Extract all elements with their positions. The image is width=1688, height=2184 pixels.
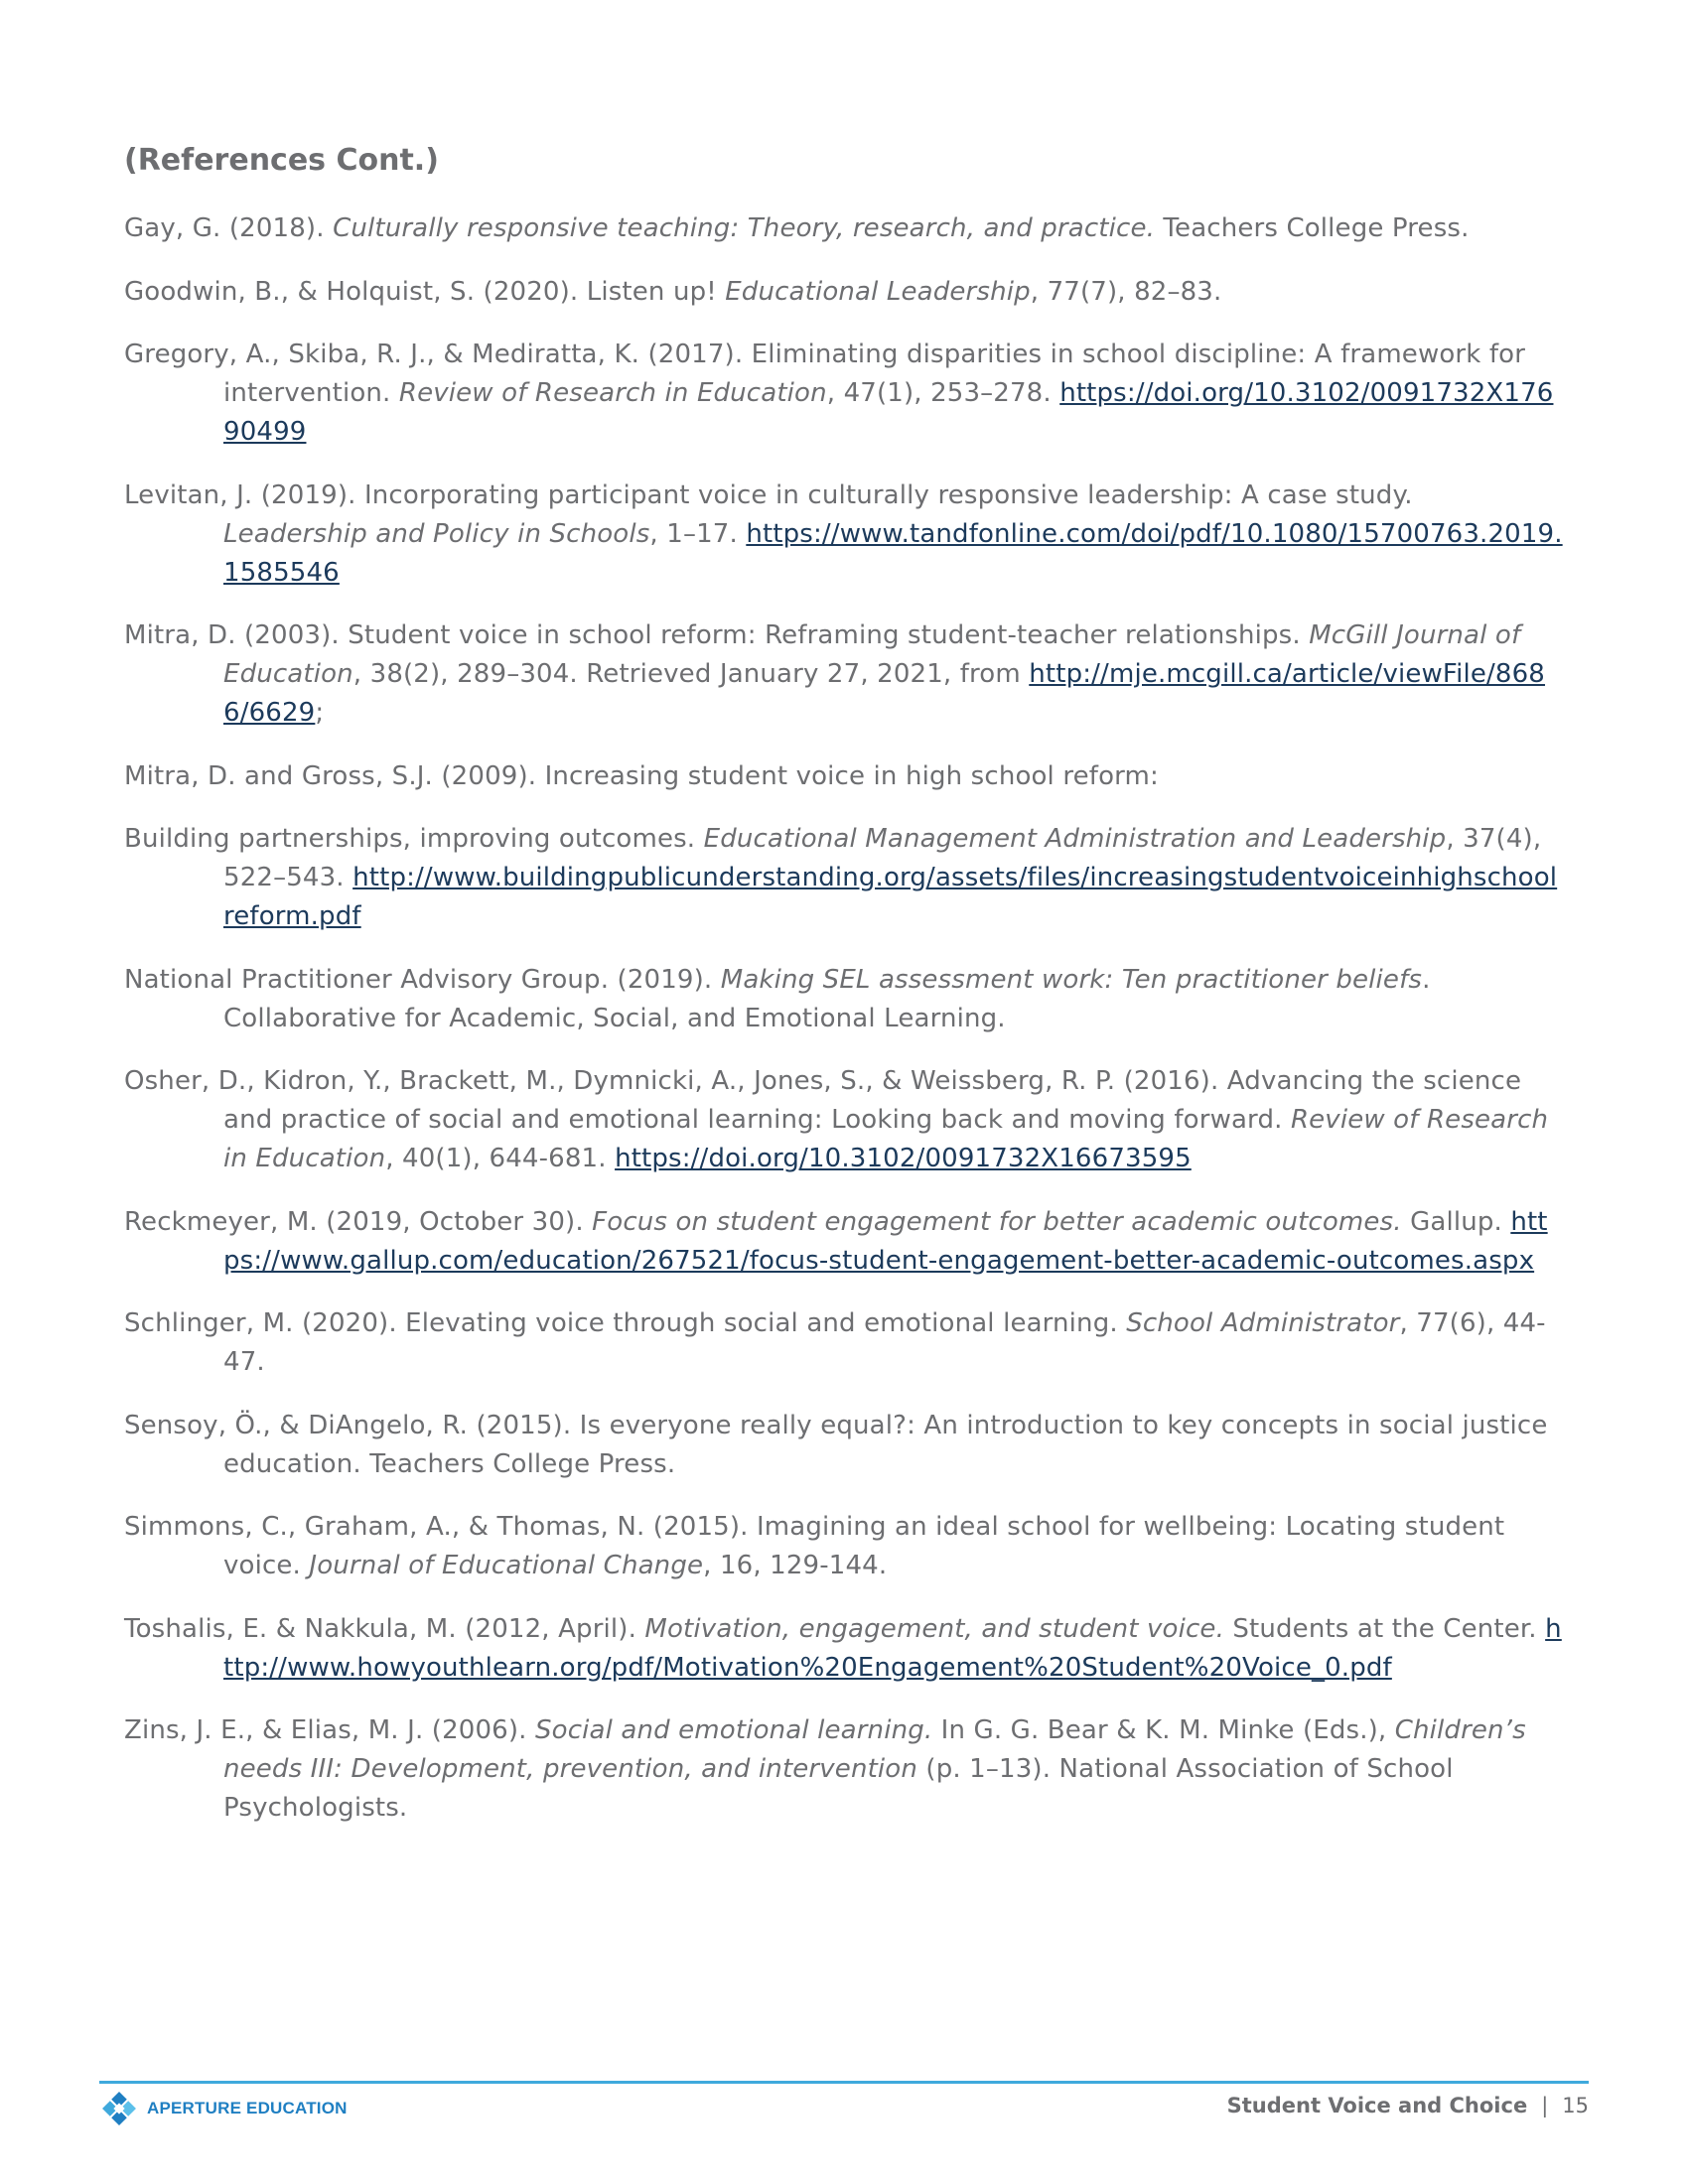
- reference-text: Zins, J. E., & Elias, M. J. (2006).: [124, 1715, 535, 1745]
- reference-entry: [124, 1610, 1564, 1688]
- references-heading: (References Cont.): [124, 143, 439, 178]
- reference-text: Schlinger, M. (2020). Elevating voice through social and emotional learning.: [124, 1308, 1127, 1338]
- reference-text: Reckmeyer, M. (2019, October 30).: [124, 1206, 593, 1237]
- reference-title-italic: Motivation, engagement, and student voice.: [644, 1613, 1224, 1644]
- reference-text: , 40(1), 644-681.: [385, 1144, 616, 1173]
- reference-text: Gay, G. (2018).: [124, 213, 334, 243]
- logo-text: APERTURE EDUCATION: [147, 2099, 348, 2117]
- reference-entry: [124, 757, 1564, 796]
- reference-text: Simmons, C., Graham, A., & Thomas, N. (2015). Imagining an ideal school for wellbeing: Locating student voice.: [124, 1512, 1505, 1580]
- reference-entry: [124, 616, 1564, 733]
- reference-title-italic: Making SEL assessment work: Ten practitioner beliefs: [720, 964, 1423, 995]
- footer-rule: [99, 2081, 1589, 2084]
- reference-title-italic: Review of Research in Education: [398, 378, 827, 408]
- reference-text: , 37(4), 522–543.: [223, 824, 1542, 892]
- reference-text: Students at the Center.: [1223, 1613, 1546, 1644]
- reference-text: (p. 1–13). National Association of School Psychologists.: [223, 1754, 1454, 1823]
- reference-title-italic: Children’s needs III: Development, prevention, and intervention: [223, 1715, 1526, 1784]
- reference-text: Building partnerships, improving outcomes.: [124, 824, 704, 854]
- reference-link[interactable]: https://www.gallup.com/education/267521/focus-student-engagement-better-academic-outcomes.aspx: [223, 1206, 1548, 1276]
- reference-text: , 77(6), 44-47.: [223, 1308, 1546, 1377]
- footer-document-title: Student Voice and Choice: [1226, 2094, 1528, 2117]
- reference-link[interactable]: http://www.howyouthlearn.org/pdf/Motivation%20Engagement%20Student%20Voice_0.pdf: [223, 1613, 1562, 1683]
- footer-page-info: [1227, 2094, 1589, 2117]
- reference-text: . Collaborative for Academic, Social, and Emotional Learning.: [223, 964, 1431, 1033]
- reference-entry: [124, 961, 1564, 1038]
- reference-link[interactable]: https://doi.org/10.3102/0091732X17690499: [223, 378, 1554, 447]
- reference-link[interactable]: http://www.buildingpublicunderstanding.org/assets/files/increasingstudentvoiceinhighschoolreform.pdf: [223, 863, 1558, 931]
- reference-entry: [124, 336, 1564, 452]
- reference-entry: [124, 1203, 1564, 1281]
- reference-title-italic: Journal of Educational Change: [309, 1551, 704, 1580]
- reference-entry: [124, 1407, 1564, 1484]
- reference-title-italic: Social and emotional learning.: [534, 1715, 933, 1745]
- reference-title-italic: Educational Management Administration and Leadership: [703, 824, 1447, 854]
- reference-text: Gallup.: [1401, 1206, 1511, 1237]
- reference-text: Mitra, D. (2003). Student voice in school reform: Reframing student-teacher relationships.: [124, 620, 1310, 650]
- reference-list: [124, 209, 1564, 1852]
- reference-title-italic: Focus on student engagement for better academic outcomes.: [592, 1206, 1402, 1237]
- reference-entry: [124, 273, 1564, 312]
- reference-entry: [124, 1508, 1564, 1585]
- reference-text: Mitra, D. and Gross, S.J. (2009). Increasing student voice in high school reform:: [124, 760, 1159, 791]
- reference-entry: [124, 209, 1564, 248]
- reference-text: Toshalis, E. & Nakkula, M. (2012, April).: [124, 1613, 645, 1644]
- reference-text: , 47(1), 253–278.: [826, 378, 1060, 408]
- page-number: 15: [1562, 2094, 1589, 2117]
- reference-text: , 77(7), 82–83.: [1030, 276, 1222, 307]
- reference-text: , 16, 129-144.: [703, 1551, 888, 1580]
- reference-text: National Practitioner Advisory Group. (2019).: [124, 964, 721, 995]
- footer-logo: [99, 2089, 348, 2128]
- reference-text: , 1–17.: [649, 518, 747, 549]
- reference-entry: [124, 820, 1564, 936]
- footer-separator: |: [1541, 2094, 1549, 2117]
- reference-entry: [124, 1711, 1564, 1828]
- reference-entry: [124, 477, 1564, 593]
- reference-title-italic: School Administrator: [1126, 1308, 1400, 1338]
- reference-entry: [124, 1304, 1564, 1382]
- reference-title-italic: McGill Journal of Education: [223, 620, 1521, 689]
- reference-link[interactable]: http://mje.mcgill.ca/article/viewFile/8686/6629: [223, 659, 1546, 728]
- reference-text: Sensoy, Ö., & DiAngelo, R. (2015). Is everyone really equal?: An introduction to key concepts in social justice education. Teachers College Press.: [124, 1410, 1548, 1479]
- reference-text: Osher, D., Kidron, Y., Brackett, M., Dymnicki, A., Jones, S., & Weissberg, R. P. (2016). Advancing the science and practice of social and emotional learning: Looking back and moving forward.: [124, 1066, 1522, 1135]
- reference-text: Goodwin, B., & Holquist, S. (2020). Listen up!: [124, 276, 726, 307]
- reference-text: In G. G. Bear & K. M. Minke (Eds.),: [932, 1715, 1395, 1745]
- reference-text: Gregory, A., Skiba, R. J., & Mediratta, K. (2017). Eliminating disparities in school discipline: A framework for intervention.: [124, 340, 1526, 408]
- reference-text: ;: [315, 698, 325, 728]
- reference-title-italic: Leadership and Policy in Schools: [223, 518, 650, 549]
- aperture-logo-icon: [99, 2089, 139, 2128]
- reference-title-italic: Culturally responsive teaching: Theory, research, and practice.: [333, 213, 1156, 243]
- reference-entry: [124, 1062, 1564, 1178]
- reference-title-italic: Educational Leadership: [725, 276, 1031, 307]
- reference-text: Teachers College Press.: [1155, 213, 1470, 243]
- reference-text: Levitan, J. (2019). Incorporating participant voice in culturally responsive leadership: A case study.: [124, 479, 1413, 510]
- reference-link[interactable]: https://www.tandfonline.com/doi/pdf/10.1080/15700763.2019.1585546: [223, 518, 1563, 588]
- reference-text: , 38(2), 289–304. Retrieved January 27, 2021, from: [352, 659, 1030, 689]
- reference-link[interactable]: https://doi.org/10.3102/0091732X16673595: [615, 1144, 1192, 1173]
- reference-title-italic: Review of Research in Education: [223, 1105, 1549, 1173]
